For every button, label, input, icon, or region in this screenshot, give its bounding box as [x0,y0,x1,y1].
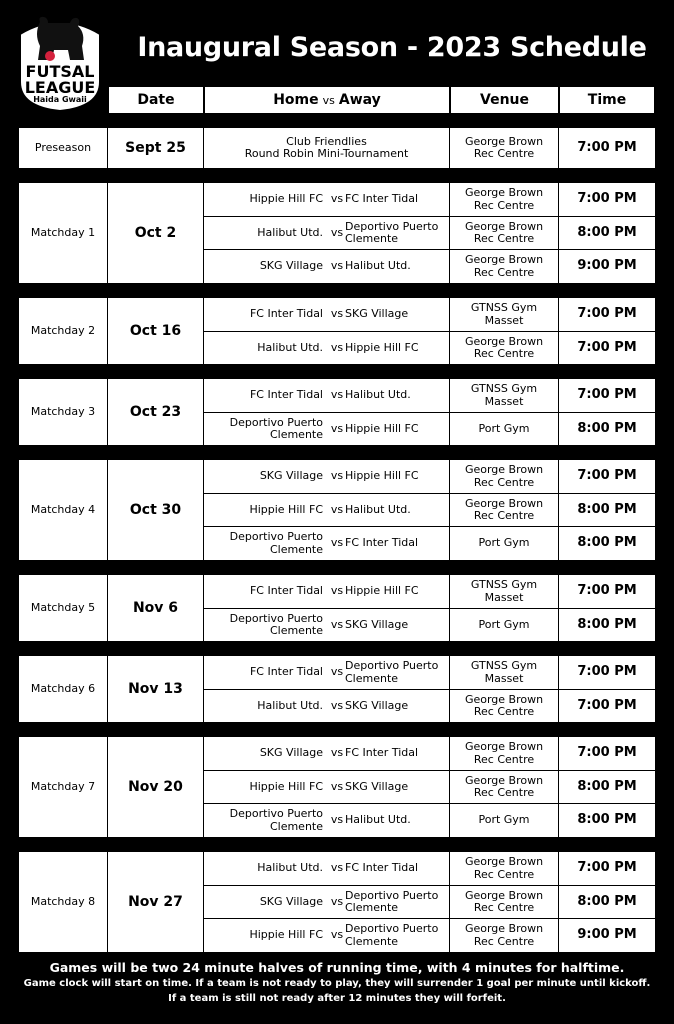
matchday-label: Matchday 8 [19,852,108,953]
venue-name: George Brown Rec Centre [464,463,544,489]
venue-name: Port Gym [478,536,530,550]
home-team-name: Halibut Utd. [257,698,323,712]
preseason-block [19,128,655,169]
away-team [345,771,450,804]
matchday-block [19,460,655,561]
venue [450,332,559,365]
vs-label: vs [329,460,345,494]
venue [450,183,559,217]
away-team [345,852,450,886]
venue [450,527,559,561]
vs-label: vs [329,379,345,413]
matchday-block [19,737,655,838]
home-team [204,527,329,561]
away-team-name: Halibut Utd. [345,502,411,516]
away-team [345,886,450,919]
venue [450,298,559,332]
venue-name: Port Gym [478,617,530,631]
vs-label: vs [329,852,345,886]
venue [450,217,559,250]
home-team [204,494,329,527]
matchday-date: Nov 20 [108,737,204,838]
home-team [204,217,329,250]
logo-line2: LEAGUE [24,78,96,97]
away-team-name: Halibut Utd. [345,259,411,273]
home-team [204,379,329,413]
venue [450,852,559,886]
preseason-venue-text: George Brown Rec Centre [464,134,544,160]
logo-line1: FUTSAL [25,62,95,81]
away-team [345,609,450,642]
venue [450,609,559,642]
game-time: 8:00 PM [559,771,655,804]
away-team [345,494,450,527]
home-team-name: SKG Village [259,746,323,760]
preseason-event [204,128,450,169]
matchday-date: Oct 23 [108,379,204,446]
home-team [204,771,329,804]
venue [450,919,559,953]
matchday-block [19,379,655,446]
venue [450,575,559,609]
header-time-label: Time [587,92,627,108]
venue [450,250,559,284]
venue-name: George Brown Rec Centre [464,855,544,881]
away-team-name: Halibut Utd. [345,388,411,402]
home-team-name: Halibut Utd. [257,340,323,354]
home-team-name: FC Inter Tidal [249,584,323,598]
away-team-name: Hippie Hill FC [345,421,419,435]
home-team [204,919,329,953]
header-home-label: Home [273,92,319,108]
home-team-name: Hippie Hill FC [249,928,323,942]
page-title: Inaugural Season - 2023 Schedule [137,32,647,63]
header-match [204,86,450,114]
matchday-block [19,575,655,642]
matchday-block [19,298,655,365]
matchday-date: Oct 2 [108,183,204,284]
vs-label: vs [329,183,345,217]
venue [450,413,559,446]
preseason-time: 7:00 PM [559,128,655,169]
matchday-date: Nov 6 [108,575,204,642]
home-team-name: Hippie Hill FC [249,192,323,206]
vs-label: vs [329,494,345,527]
vs-label: vs [329,886,345,919]
vs-label: vs [329,332,345,365]
game-time: 7:00 PM [559,460,655,494]
venue-name: Port Gym [478,813,530,827]
home-team-name: SKG Village [259,259,323,273]
away-team-name: Hippie Hill FC [345,584,419,598]
game-time: 9:00 PM [559,919,655,953]
away-team [345,379,450,413]
away-team-name: Deportivo Puerto Clemente [345,888,439,914]
venue-name: Port Gym [478,421,530,435]
away-team [345,217,450,250]
away-team [345,527,450,561]
vs-label: vs [329,575,345,609]
away-team [345,460,450,494]
away-team [345,298,450,332]
game-time: 7:00 PM [559,183,655,217]
home-team [204,575,329,609]
home-team-name: SKG Village [259,469,323,483]
away-team-name: SKG Village [345,307,409,321]
game-time: 8:00 PM [559,886,655,919]
venue [450,690,559,723]
away-team-name: FC Inter Tidal [345,536,419,550]
preseason-event-line1: Club Friendlies [286,134,367,148]
game-time: 7:00 PM [559,332,655,365]
venue [450,804,559,838]
footer-line2: Game clock will start on time. If a team is not ready to play, they will surrender 1 goal per minute until kickoff. [23,978,651,989]
vs-label: vs [329,250,345,284]
home-team-name: Hippie Hill FC [249,502,323,516]
vs-label: vs [329,737,345,771]
matchday-label: Matchday 2 [19,298,108,365]
venue-name: George Brown Rec Centre [464,334,544,360]
venue [450,886,559,919]
matchday-label: Matchday 7 [19,737,108,838]
home-team-name: FC Inter Tidal [249,665,323,679]
matchday-label: Matchday 3 [19,379,108,446]
venue [450,656,559,690]
game-time: 7:00 PM [559,852,655,886]
matchday-block [19,183,655,284]
venue-name: George Brown Rec Centre [464,253,544,279]
preseason-event-line2: Round Robin Mini-Tournament [244,147,409,160]
away-team-name: Deportivo Puerto Clemente [345,922,439,948]
game-time: 8:00 PM [559,804,655,838]
venue-name: George Brown Rec Centre [464,740,544,766]
home-team-name: FC Inter Tidal [249,307,323,321]
home-team [204,609,329,642]
home-team [204,183,329,217]
venue-name: GTNSS Gym Masset [470,578,538,604]
vs-label: vs [329,690,345,723]
home-team [204,298,329,332]
home-team-name: SKG Village [259,894,323,908]
footer-line3: If a team is still not ready after 12 minutes they will forfeit. [168,993,506,1004]
home-team-name: FC Inter Tidal [249,388,323,402]
home-team-name: Deportivo Puerto Clemente [229,530,323,556]
venue-name: George Brown Rec Centre [464,219,544,245]
away-team [345,690,450,723]
header-time [559,86,655,114]
away-team-name: Hippie Hill FC [345,340,419,354]
game-time: 9:00 PM [559,250,655,284]
league-logo [10,12,110,112]
venue [450,494,559,527]
game-time: 7:00 PM [559,379,655,413]
venue-name: George Brown Rec Centre [464,186,544,212]
home-team-name: Hippie Hill FC [249,779,323,793]
vs-label: vs [329,527,345,561]
away-team-name: SKG Village [345,617,409,631]
away-team [345,804,450,838]
home-team-name: Halibut Utd. [257,225,323,239]
home-team [204,460,329,494]
home-team [204,413,329,446]
game-time: 7:00 PM [559,656,655,690]
venue-name: George Brown Rec Centre [464,773,544,799]
home-team-name: Deportivo Puerto Clemente [229,415,323,441]
away-team [345,250,450,284]
venue [450,771,559,804]
preseason-date: Sept 25 [108,128,204,169]
vs-label: vs [329,609,345,642]
away-team [345,919,450,953]
preseason-venue [450,128,559,169]
away-team [345,183,450,217]
home-team-name: Deportivo Puerto Clemente [229,611,323,637]
game-time: 8:00 PM [559,527,655,561]
venue-name: George Brown Rec Centre [464,888,544,914]
game-time: 8:00 PM [559,217,655,250]
game-time: 7:00 PM [559,737,655,771]
away-team-name: FC Inter Tidal [345,746,419,760]
matchday-date: Oct 16 [108,298,204,365]
home-team [204,886,329,919]
away-team-name: FC Inter Tidal [345,192,419,206]
venue-name: George Brown Rec Centre [464,692,544,718]
logo-line3: Haida Gwaii [33,95,87,104]
header-venue-label: Venue [480,92,529,108]
footer-line1: Games will be two 24 minute halves of running time, with 4 minutes for halftime. [49,960,625,975]
matchday-label: Matchday 6 [19,656,108,723]
away-team-name: Deportivo Puerto Clemente [345,219,439,245]
home-team-name: Halibut Utd. [257,861,323,875]
venue-name: George Brown Rec Centre [464,922,544,948]
home-team [204,804,329,838]
game-time: 7:00 PM [559,690,655,723]
away-team-name: Deportivo Puerto Clemente [345,659,439,685]
home-team [204,250,329,284]
home-team [204,656,329,690]
venue-name: GTNSS Gym Masset [470,382,538,408]
game-time: 7:00 PM [559,575,655,609]
header-venue [450,86,559,114]
venue [450,379,559,413]
home-team-name: Deportivo Puerto Clemente [229,807,323,833]
game-time: 8:00 PM [559,494,655,527]
preseason-label: Preseason [19,128,108,169]
matchday-date: Nov 27 [108,852,204,953]
venue [450,460,559,494]
away-team-name: Halibut Utd. [345,813,411,827]
venue-name: GTNSS Gym Masset [470,659,538,685]
header-vs-label: vs [322,93,335,107]
venue-name: George Brown Rec Centre [464,496,544,522]
header-date-label: Date [137,92,175,108]
matchday-date: Nov 13 [108,656,204,723]
game-time: 7:00 PM [559,298,655,332]
header-date [108,86,204,114]
matchday-block [19,656,655,723]
vs-label: vs [329,656,345,690]
vs-label: vs [329,413,345,446]
header-away-label: Away [338,92,381,108]
home-team [204,737,329,771]
away-team [345,737,450,771]
vs-label: vs [329,771,345,804]
matchday-label: Matchday 1 [19,183,108,284]
matchday-label: Matchday 4 [19,460,108,561]
away-team-name: SKG Village [345,779,409,793]
away-team [345,575,450,609]
venue-name: GTNSS Gym Masset [470,301,538,327]
vs-label: vs [329,217,345,250]
matchday-date: Oct 30 [108,460,204,561]
away-team-name: Hippie Hill FC [345,469,419,483]
home-team [204,690,329,723]
away-team-name: SKG Village [345,698,409,712]
venue [450,737,559,771]
vs-label: vs [329,298,345,332]
home-team [204,852,329,886]
away-team [345,656,450,690]
away-team [345,413,450,446]
vs-label: vs [329,919,345,953]
matchday-label: Matchday 5 [19,575,108,642]
away-team-name: FC Inter Tidal [345,861,419,875]
vs-label: vs [329,804,345,838]
away-team [345,332,450,365]
game-time: 8:00 PM [559,413,655,446]
game-time: 8:00 PM [559,609,655,642]
home-team [204,332,329,365]
matchday-block [19,852,655,953]
